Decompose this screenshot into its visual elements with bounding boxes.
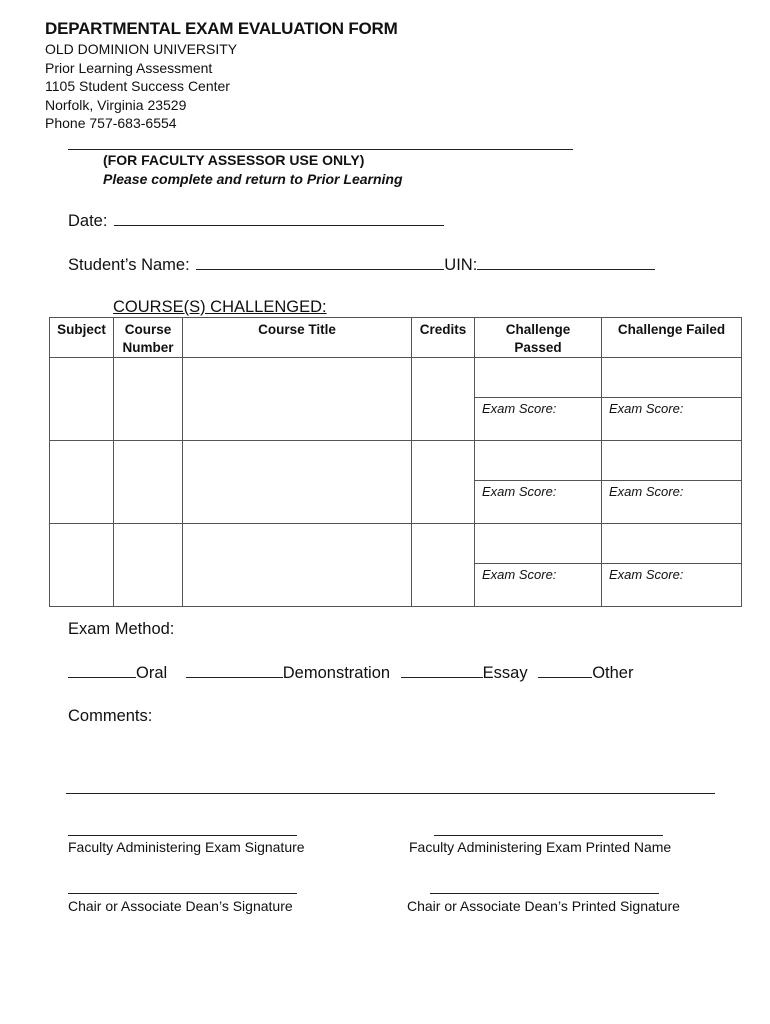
phone-number: Phone 757-683-6554 [45,115,177,131]
passed-exam-score[interactable]: Exam Score: [475,481,602,524]
challenge-passed-cell[interactable] [475,441,602,481]
option-demonstration: Demonstration [282,664,391,682]
office-name: Prior Learning Assessment [45,59,213,76]
chair-signature-label: Chair or Associate Dean’s Signature [68,898,293,914]
essay-blank[interactable] [401,663,483,678]
notice-line-1: (FOR FACULTY ASSESSOR USE ONLY) [103,152,365,168]
failed-exam-score[interactable]: Exam Score: [602,481,742,524]
address-block [45,40,237,133]
faculty-printed-label: Faculty Administering Exam Printed Name [409,839,672,855]
header-label: Subject [57,322,106,337]
other-blank[interactable] [538,663,592,678]
chair-signature-line[interactable] [68,893,297,894]
course-row [50,524,742,564]
student-row [68,255,655,275]
challenge-passed-cell[interactable] [475,358,602,398]
date-field[interactable] [114,211,444,226]
header-label: Challenge Failed [617,322,726,337]
notice-line-2: Please complete and return to Prior Learning [103,171,403,187]
demonstration-blank[interactable] [186,663,283,678]
chair-printed-line[interactable] [430,893,659,894]
faculty-printed-line[interactable] [434,835,663,836]
city-address: Norfolk, Virginia 23529 [45,96,187,113]
course-number-cell[interactable] [114,441,183,524]
comments-line[interactable] [66,793,715,794]
header-label: Credits [419,322,467,337]
credits-cell[interactable] [412,441,475,524]
date-row [68,211,444,231]
challenge-failed-cell[interactable] [602,524,742,564]
credits-cell[interactable] [412,524,475,607]
option-other: Other [592,664,634,682]
option-oral: Oral [136,664,168,682]
header-divider [68,149,573,150]
course-title-cell[interactable] [183,524,412,607]
faculty-signature-label: Faculty Administering Exam Signature [68,839,305,855]
street-address: 1105 Student Success Center [45,78,230,94]
exam-method-options [68,663,633,683]
subject-cell[interactable] [50,441,114,524]
course-title-cell[interactable] [183,441,412,524]
faculty-signature-line[interactable] [68,835,297,836]
chair-printed-label: Chair or Associate Dean’s Printed Signature [407,898,680,914]
header-col-challenge-passed [475,318,602,358]
comments-label: Comments: [68,707,153,725]
course-number-cell[interactable] [114,524,183,607]
uin-label: UIN: [444,256,478,274]
passed-exam-score[interactable]: Exam Score: [475,564,602,607]
course-row [50,358,742,398]
date-label: Date: [68,212,108,230]
course-number-cell[interactable] [114,358,183,441]
header-label: Number [122,340,174,355]
failed-exam-score[interactable]: Exam Score: [602,398,742,441]
student-name-field[interactable] [196,255,444,270]
header-col-course-title [183,318,412,358]
header-col-credits [412,318,475,358]
table-header-row [50,318,742,358]
challenge-failed-cell[interactable] [602,358,742,398]
uin-field[interactable] [477,255,655,270]
challenge-passed-cell[interactable] [475,524,602,564]
header-label: Course Title [258,322,336,337]
header-label: Course [124,322,172,337]
courses-table [49,317,742,607]
header-col-challenge-failed [602,318,742,358]
subject-cell[interactable] [50,358,114,441]
credits-cell[interactable] [412,358,475,441]
courses-heading: COURSE(S) CHALLENGED: [113,298,327,316]
header-col-course-number [114,318,183,358]
university-name: OLD DOMINION UNIVERSITY [45,41,238,57]
header-label: Passed [514,340,562,355]
failed-exam-score[interactable]: Exam Score: [602,564,742,607]
subject-cell[interactable] [50,524,114,607]
header-label: Challenge [505,322,571,337]
form-title: DEPARTMENTAL EXAM EVALUATION FORM [45,19,398,38]
header-col-subject [50,318,114,358]
passed-exam-score[interactable]: Exam Score: [475,398,602,441]
option-essay: Essay [482,664,528,682]
exam-method-label: Exam Method: [68,620,175,638]
course-title-cell[interactable] [183,358,412,441]
course-row [50,441,742,481]
student-name-label: Student’s Name: [68,256,190,274]
challenge-failed-cell[interactable] [602,441,742,481]
oral-blank[interactable] [68,663,136,678]
